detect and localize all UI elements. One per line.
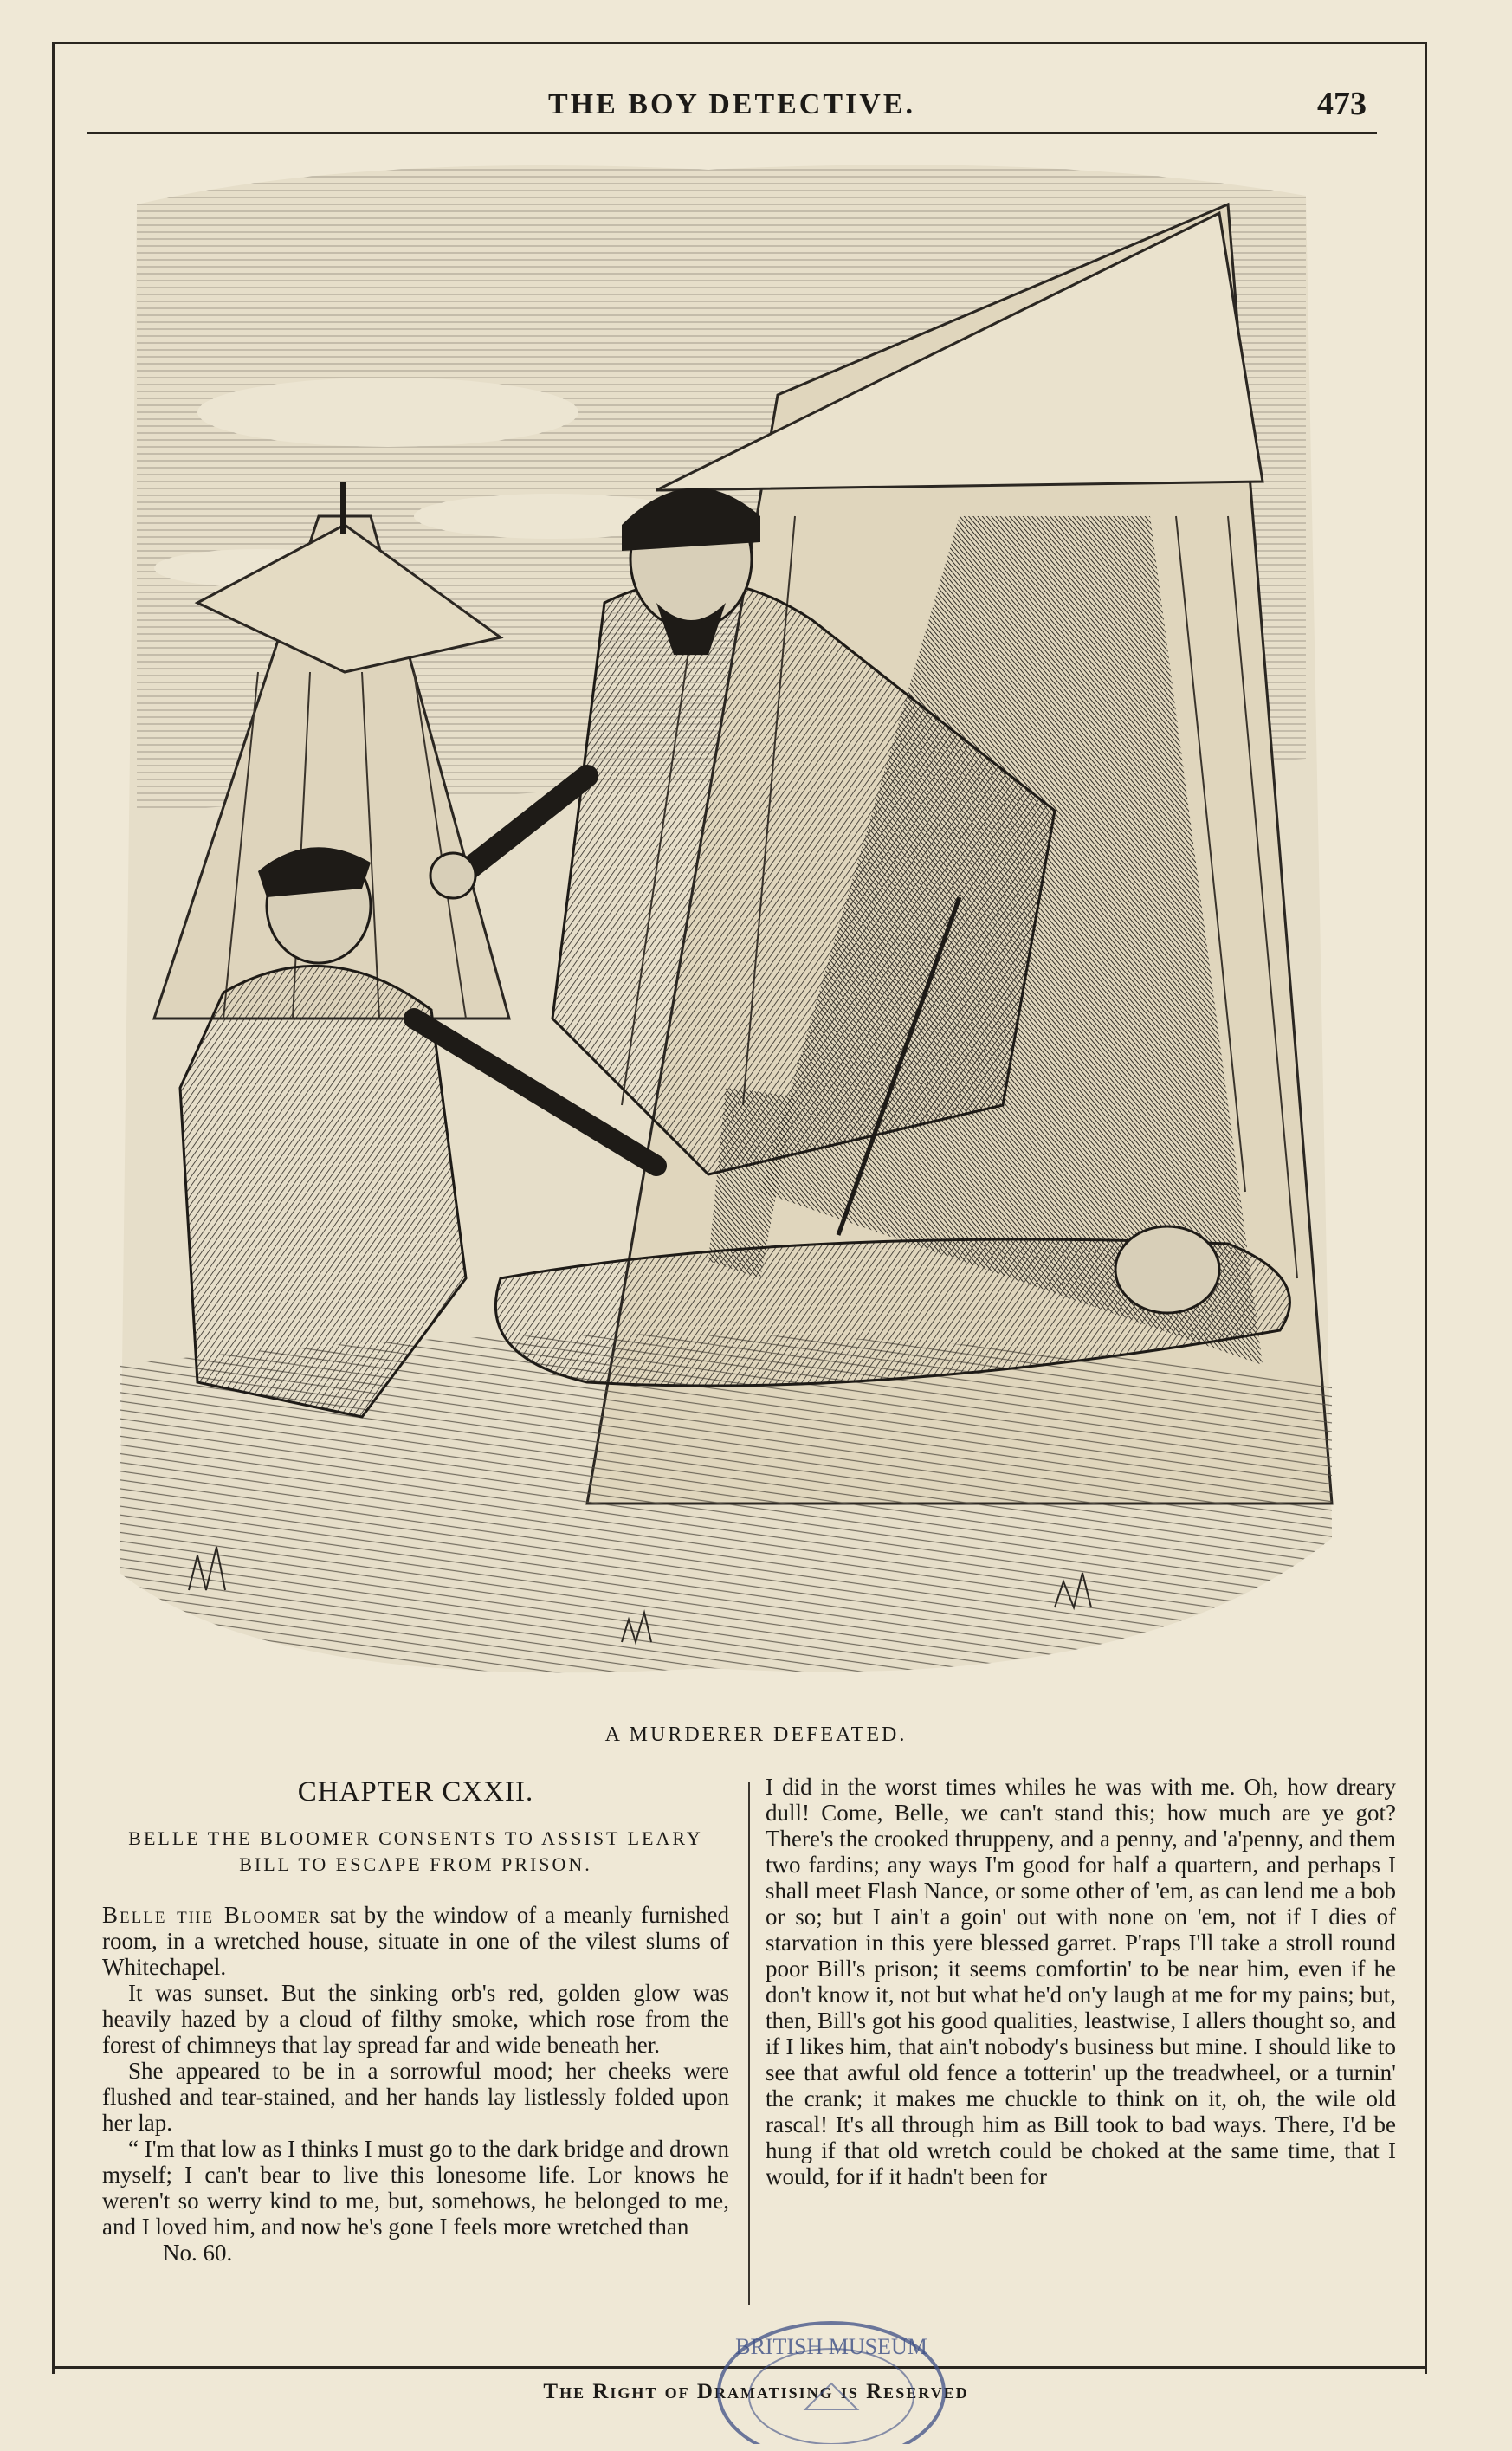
paragraph: I did in the worst times whiles he was with me. Oh, how dreary dull! Come, Belle, we can't stand this; how much are ye got? There's the crooked thruppeny, and a penny, and 'a'penny, and them two fardins; any ways I'm good for half a quartern, and perhaps I shall meet Flash Nance, or some other of 'em, as can lend me a bob or so; but I ain't a goin' out with none on 'em, not if I dies of starvation in this yere blessed garret. P'raps I'll take a stroll round poor Bill's prison; it seems comfortin' to be near him, even if he don't know it, not but what he'd on'y laugh at me for my pains; but, then, Bill's got his good qualities, leastwise, I allers thought so, and if I likes him, that ain't nobody's business but mine. I should like to see that awful old fence a totterin' up the treadwheel, or a turnin' the crank; it makes me chuckle to think on it, oh, the wile old rascal! It's all through him as Bill took to bad ways. There, I'd be hung if that old wretch could be choked at the same time, that I would, for if it hadn't been for <box>766 1774 1396 2189</box>
running-title: THE BOY DETECTIVE. <box>548 88 915 120</box>
illustration-caption: A MURDERER DEFEATED. <box>604 1723 908 1746</box>
chapter-summary: BELLE THE BLOOMER CONSENTS TO ASSIST LEARY BILL TO ESCAPE FROM PRISON. <box>128 1827 703 1875</box>
text-column-right <box>766 1774 1396 2189</box>
text-column-left <box>102 1774 729 2266</box>
rights-notice: The Right of Dramatising is Reserved <box>543 2380 969 2403</box>
issue-number: No. 60. <box>163 2240 233 2266</box>
paragraph: She appeared to be in a sorrowful mood; her cheeks were flushed and tear-stained, and her hands lay listlessly folded upon her lap. <box>102 2058 729 2136</box>
chapter-title: CHAPTER CXXII. <box>297 1776 534 1808</box>
svg-text:BRITISH MUSEUM: BRITISH MUSEUM <box>735 2334 927 2359</box>
engraving-illustration <box>102 152 1341 1703</box>
paragraph-text: sat by the window of a meanly furnished room, in a wretched house, situate in one of the vilest slums of Whitechapel. <box>102 1902 729 1980</box>
library-stamp-seal <box>710 2314 953 2444</box>
running-head <box>87 83 1377 134</box>
paragraph: “ I'm that low as I thinks I must go to the dark bridge and drown myself; I can't bear to live this lonesome life. Lor knows he weren't so werry kind to me, but, somehows, he belonged to me, and I loved him, and now he's gone I feels more wretched than <box>102 2136 729 2240</box>
paragraph: It was sunset. But the sinking orb's red, golden glow was heavily hazed by a cloud of filthy smoke, which rose from the forest of chimneys that lay spread far and wide beneath her. <box>102 1980 729 2058</box>
column-divider <box>748 1782 750 2305</box>
paragraph-lead: Belle the Bloomer <box>102 1902 322 1928</box>
paragraph <box>102 1902 729 1980</box>
page-number: 473 <box>1317 86 1367 122</box>
